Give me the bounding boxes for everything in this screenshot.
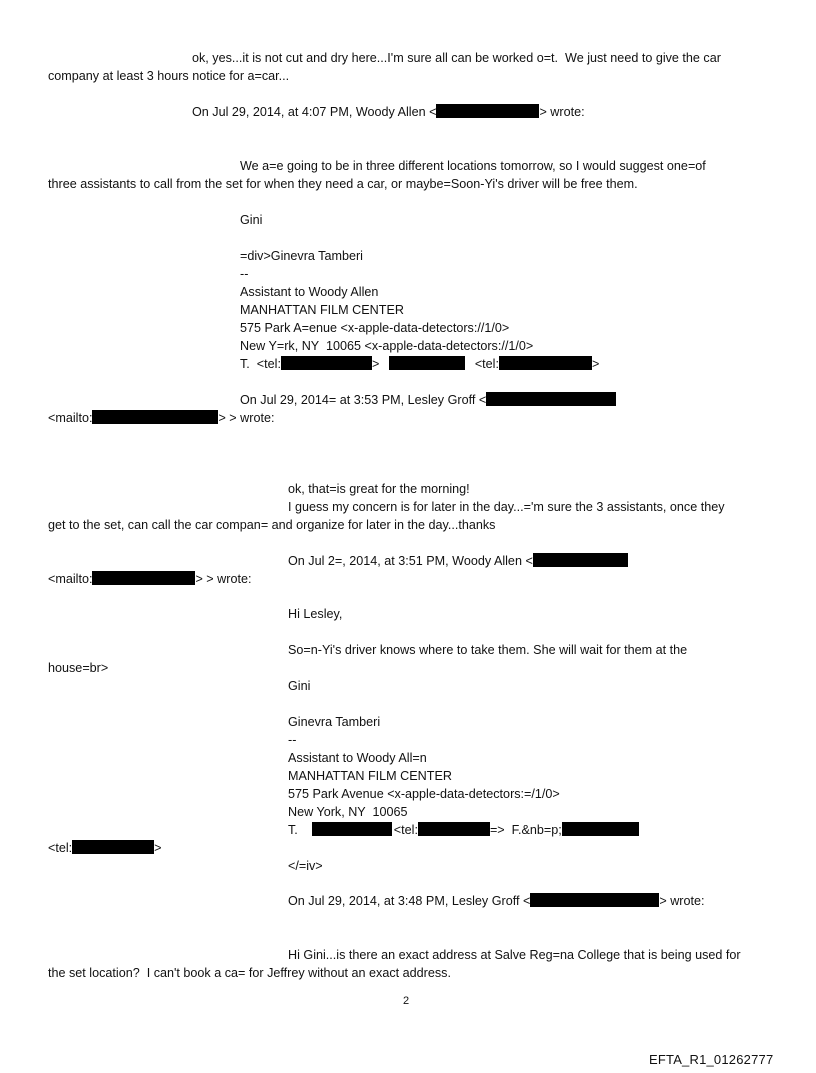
phone-text: T. <tel:: [240, 357, 281, 371]
redaction-bar: [499, 356, 592, 370]
redaction-bar: [92, 410, 218, 424]
signature-line: Ginevra Tamberi: [288, 715, 381, 729]
redaction-bar: [562, 822, 639, 836]
mailto-text: <mailto:: [48, 411, 93, 425]
signature-line: MANHATTAN FILM CENTER: [288, 769, 452, 783]
signature-line: =div>Ginevra Tamberi: [240, 249, 363, 263]
phone-text: => F.&nb=p;: [489, 823, 562, 837]
phone-line: [48, 840, 162, 856]
body-line: get to the set, can call the car compan= and organize for later in the day...thanks: [48, 518, 496, 532]
body-line: Hi Lesley,: [288, 607, 343, 621]
header-text: On Jul 29, 2014= at 3:53 PM, Lesley Groff <: [240, 393, 487, 407]
body-line: I guess my concern is for later in the day...='m sure the 3 assistants, once they: [288, 500, 725, 514]
redaction-bar: [389, 356, 465, 370]
phone-text: T.: [288, 823, 298, 837]
signature-line: MANHATTAN FILM CENTER: [240, 303, 404, 317]
redaction-bar: [436, 104, 539, 118]
signature-line: --: [240, 267, 249, 281]
body-line: Hi Gini...is there an exact address at Salve Reg=na College that is being used for: [288, 948, 741, 962]
header-text: > wrote:: [539, 105, 585, 119]
signature-line: --: [288, 733, 297, 747]
signature-line: New York, NY 10065: [288, 805, 408, 819]
body-line: three assistants to call from the set for when they need a car, or maybe=Soon-Yi's driver will be free them.: [48, 177, 638, 191]
body-line: the set location? I can't book a ca= for Jeffrey without an exact address.: [48, 966, 451, 980]
signature-name: Gini: [240, 213, 263, 227]
redaction-bar: [72, 840, 154, 854]
body-line: ok, that=is great for the morning!: [288, 482, 470, 496]
reply-header: [288, 893, 705, 909]
phone-line: [240, 356, 599, 372]
redaction-bar: [92, 571, 195, 585]
signature-line: 575 Park A=enue <x-apple-data-detectors://1/0>: [240, 321, 510, 335]
phone-line: [288, 822, 639, 838]
body-line: We a=e going to be in three different locations tomorrow, so I would suggest one=of: [240, 159, 706, 173]
header-text: On Jul 29, 2014, at 3:48 PM, Lesley Groff <: [288, 894, 531, 908]
body-line: </=iv>: [288, 859, 323, 873]
mailto-text: <mailto:: [48, 572, 93, 586]
reply-header: [192, 104, 585, 120]
redaction-bar: [533, 553, 628, 567]
reply-header: [288, 553, 628, 569]
reply-header: [240, 392, 616, 408]
signature-line: Assistant to Woody All=n: [288, 751, 427, 765]
phone-text: >: [371, 357, 380, 371]
mailto-line: [48, 571, 251, 587]
redaction-bar: [281, 356, 372, 370]
mailto-line: [48, 410, 274, 426]
header-text: > wrote:: [659, 894, 705, 908]
redaction-bar: [312, 822, 392, 836]
redaction-bar: [486, 392, 616, 406]
signature-line: 575 Park Avenue <x-apple-data-detectors:=/1/0>: [288, 787, 560, 801]
phone-text: <tel:: [48, 841, 73, 855]
body-line: ok, yes...it is not cut and dry here...I'm sure all can be worked o=t. We just need to give the car: [192, 51, 721, 65]
page-number: 2: [403, 995, 410, 1007]
body-line: company at least 3 hours notice for a=car...: [48, 69, 290, 83]
redaction-bar: [530, 893, 659, 907]
mailto-text: > > wrote:: [195, 572, 252, 586]
body-line: So=n-Yi's driver knows where to take them. She will wait for them at the: [288, 643, 688, 657]
header-text: On Jul 2=, 2014, at 3:51 PM, Woody Allen <: [288, 554, 533, 568]
signature-line: New Y=rk, NY 10065 <x-apple-data-detectors://1/0>: [240, 339, 534, 353]
phone-text: >: [591, 357, 600, 371]
body-line: house=br>: [48, 661, 109, 675]
signature-line: Assistant to Woody Allen: [240, 285, 379, 299]
signature-name: Gini: [288, 679, 311, 693]
redaction-bar: [418, 822, 490, 836]
phone-text: >: [154, 841, 162, 855]
mailto-text: > > wrote:: [218, 411, 275, 425]
phone-text: <tel:: [474, 357, 499, 371]
header-text: On Jul 29, 2014, at 4:07 PM, Woody Allen <: [192, 105, 437, 119]
phone-text: <tel:: [393, 823, 418, 837]
bates-number: EFTA_R1_01262777: [649, 1052, 774, 1067]
